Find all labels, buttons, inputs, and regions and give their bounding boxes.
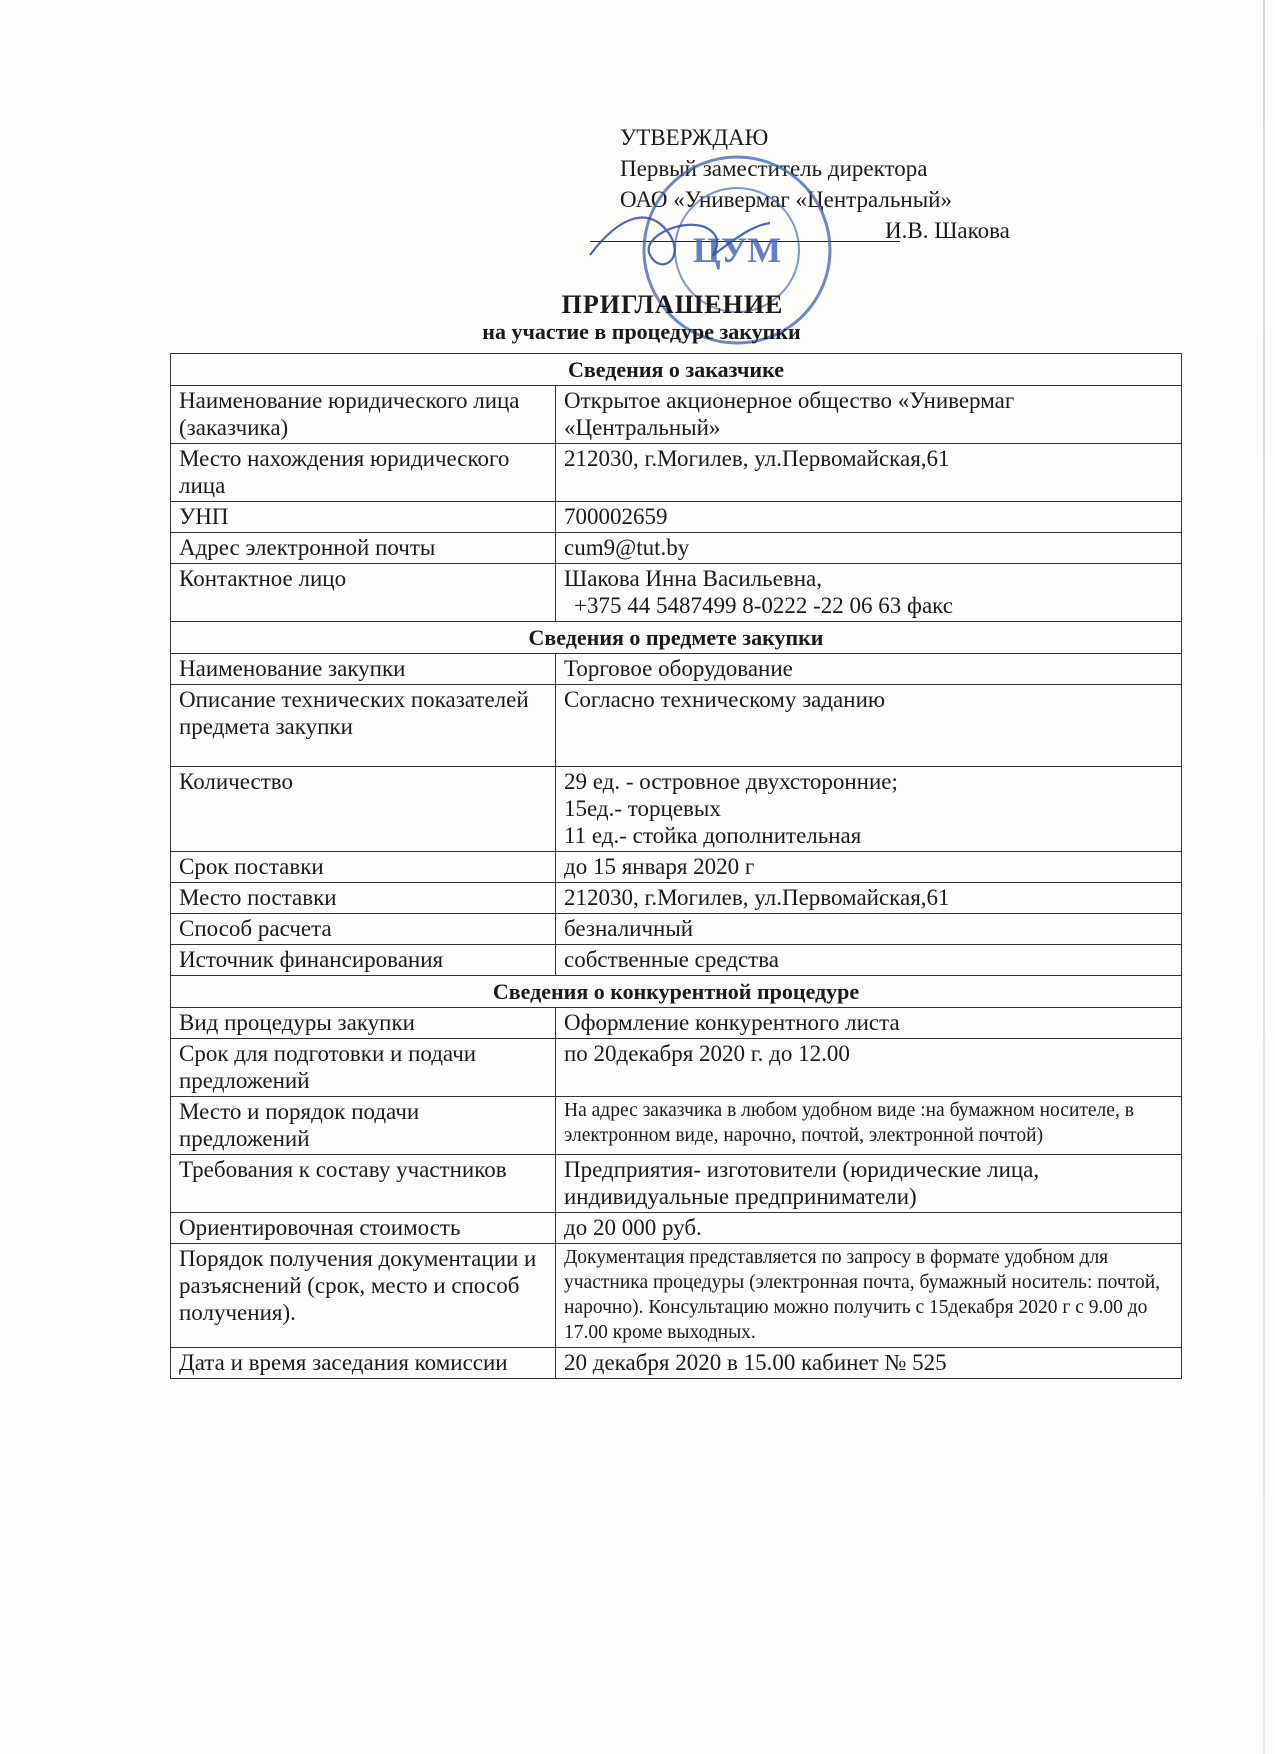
row-value: собственные средства (556, 945, 1182, 976)
table-row (171, 883, 1182, 914)
table-row (171, 502, 1182, 533)
section-row (171, 976, 1182, 1008)
section-row (171, 622, 1182, 654)
row-label: Порядок получения документации и разъяснений (срок, место и способ получения). (171, 1244, 556, 1348)
table-row (171, 1097, 1182, 1155)
section-heading-customer: Сведения о заказчике (171, 354, 1182, 386)
invitation-table (170, 353, 1182, 1379)
row-label: Срок поставки (171, 852, 556, 883)
quantity-line: 11 ед.- стойка дополнительная (564, 823, 862, 848)
table-row (171, 1039, 1182, 1097)
table-row (171, 564, 1182, 622)
quantity-line: 15ед.- торцевых (564, 796, 721, 821)
row-value: по 20декабря 2020 г. до 12.00 (556, 1039, 1182, 1097)
row-value: Предприятия- изготовители (юридические лица, индивидуальные предприниматели) (556, 1155, 1182, 1213)
signer-name: И.В. Шакова (885, 218, 1010, 243)
row-value: Оформление конкурентного листа (556, 1008, 1182, 1039)
table-row (171, 1008, 1182, 1039)
row-label: Наименование закупки (171, 654, 556, 685)
row-label: Срок для подготовки и подачи предложений (171, 1039, 556, 1097)
row-value: безналичный (556, 914, 1182, 945)
row-value: cum9@tut.by (556, 533, 1182, 564)
row-label: Адрес электронной почты (171, 533, 556, 564)
row-value: Согласно техническому заданию (556, 685, 1182, 767)
row-value: 20 декабря 2020 в 15.00 кабинет № 525 (556, 1348, 1182, 1379)
table-row (171, 654, 1182, 685)
row-value: Торговое оборудование (556, 654, 1182, 685)
row-label: Ориентировочная стоимость (171, 1213, 556, 1244)
row-label: Источник финансирования (171, 945, 556, 976)
table-row (171, 685, 1182, 767)
row-label: Способ расчета (171, 914, 556, 945)
table-row (171, 1348, 1182, 1379)
section-row (171, 354, 1182, 386)
table-row (171, 852, 1182, 883)
contact-name: Шакова Инна Васильевна, (564, 566, 822, 591)
contact-phone: +375 44 5487499 8-0222 -22 06 63 факс (574, 593, 953, 618)
row-label: Вид процедуры закупки (171, 1008, 556, 1039)
row-label: Наименование юридического лица (заказчика) (171, 386, 556, 444)
row-label: Описание технических показателей предмета закупки (171, 685, 556, 767)
table-row (171, 945, 1182, 976)
table-row (171, 444, 1182, 502)
approval-organization: ОАО «Универмаг «Центральный» (620, 187, 952, 212)
approval-position: Первый заместитель директора (620, 156, 928, 181)
section-heading-subject: Сведения о предмете закупки (171, 622, 1182, 654)
title-main: ПРИГЛАШЕНИЕ (561, 290, 784, 319)
row-value: 212030, г.Могилев, ул.Первомайская,61 (556, 883, 1182, 914)
page-edge (1263, 0, 1265, 1754)
table-row (171, 533, 1182, 564)
title-sub: на участие в процедуре закупки (482, 319, 801, 344)
table-row (171, 1155, 1182, 1213)
row-value: На адрес заказчика в любом удобном виде :на бумажном носителе, в электронном виде, нарочно, почтой, электронной почтой) (556, 1097, 1182, 1155)
row-label: Место нахождения юридического лица (171, 444, 556, 502)
table-row (171, 767, 1182, 852)
row-value: 212030, г.Могилев, ул.Первомайская,61 (556, 444, 1182, 502)
table-row (171, 1244, 1182, 1348)
quantity-line: 29 ед. - островное двухсторонние; (564, 769, 898, 794)
row-value: до 15 января 2020 г (556, 852, 1182, 883)
row-label: Место поставки (171, 883, 556, 914)
row-value: Документация представляется по запросу в формате удобном для участника процедуры (электронная почта, бумажный носитель: почтой, нарочно). Консультацию можно получить с 15декабря 2020 г с 9.00 до 17.00 кроме выходных. (556, 1244, 1182, 1348)
row-label: Требования к составу участников (171, 1155, 556, 1213)
row-value: до 20 000 руб. (556, 1213, 1182, 1244)
row-value (556, 564, 1182, 622)
row-value (556, 767, 1182, 852)
row-label: Место и порядок подачи предложений (171, 1097, 556, 1155)
document-title (0, 290, 1275, 344)
signature-scribble (580, 195, 780, 285)
row-value: Открытое акционерное общество «Универмаг «Центральный» (556, 386, 1182, 444)
row-label: Дата и время заседания комиссии (171, 1348, 556, 1379)
row-label: Количество (171, 767, 556, 852)
row-label: УНП (171, 502, 556, 533)
stamp-text: ЦУМ (692, 230, 782, 270)
table-row (171, 1213, 1182, 1244)
approval-heading: УТВЕРЖДАЮ (620, 125, 769, 150)
section-heading-procedure: Сведения о конкурентной процедуре (171, 976, 1182, 1008)
row-label: Контактное лицо (171, 564, 556, 622)
table-row (171, 914, 1182, 945)
table-row (171, 386, 1182, 444)
row-value: 700002659 (556, 502, 1182, 533)
